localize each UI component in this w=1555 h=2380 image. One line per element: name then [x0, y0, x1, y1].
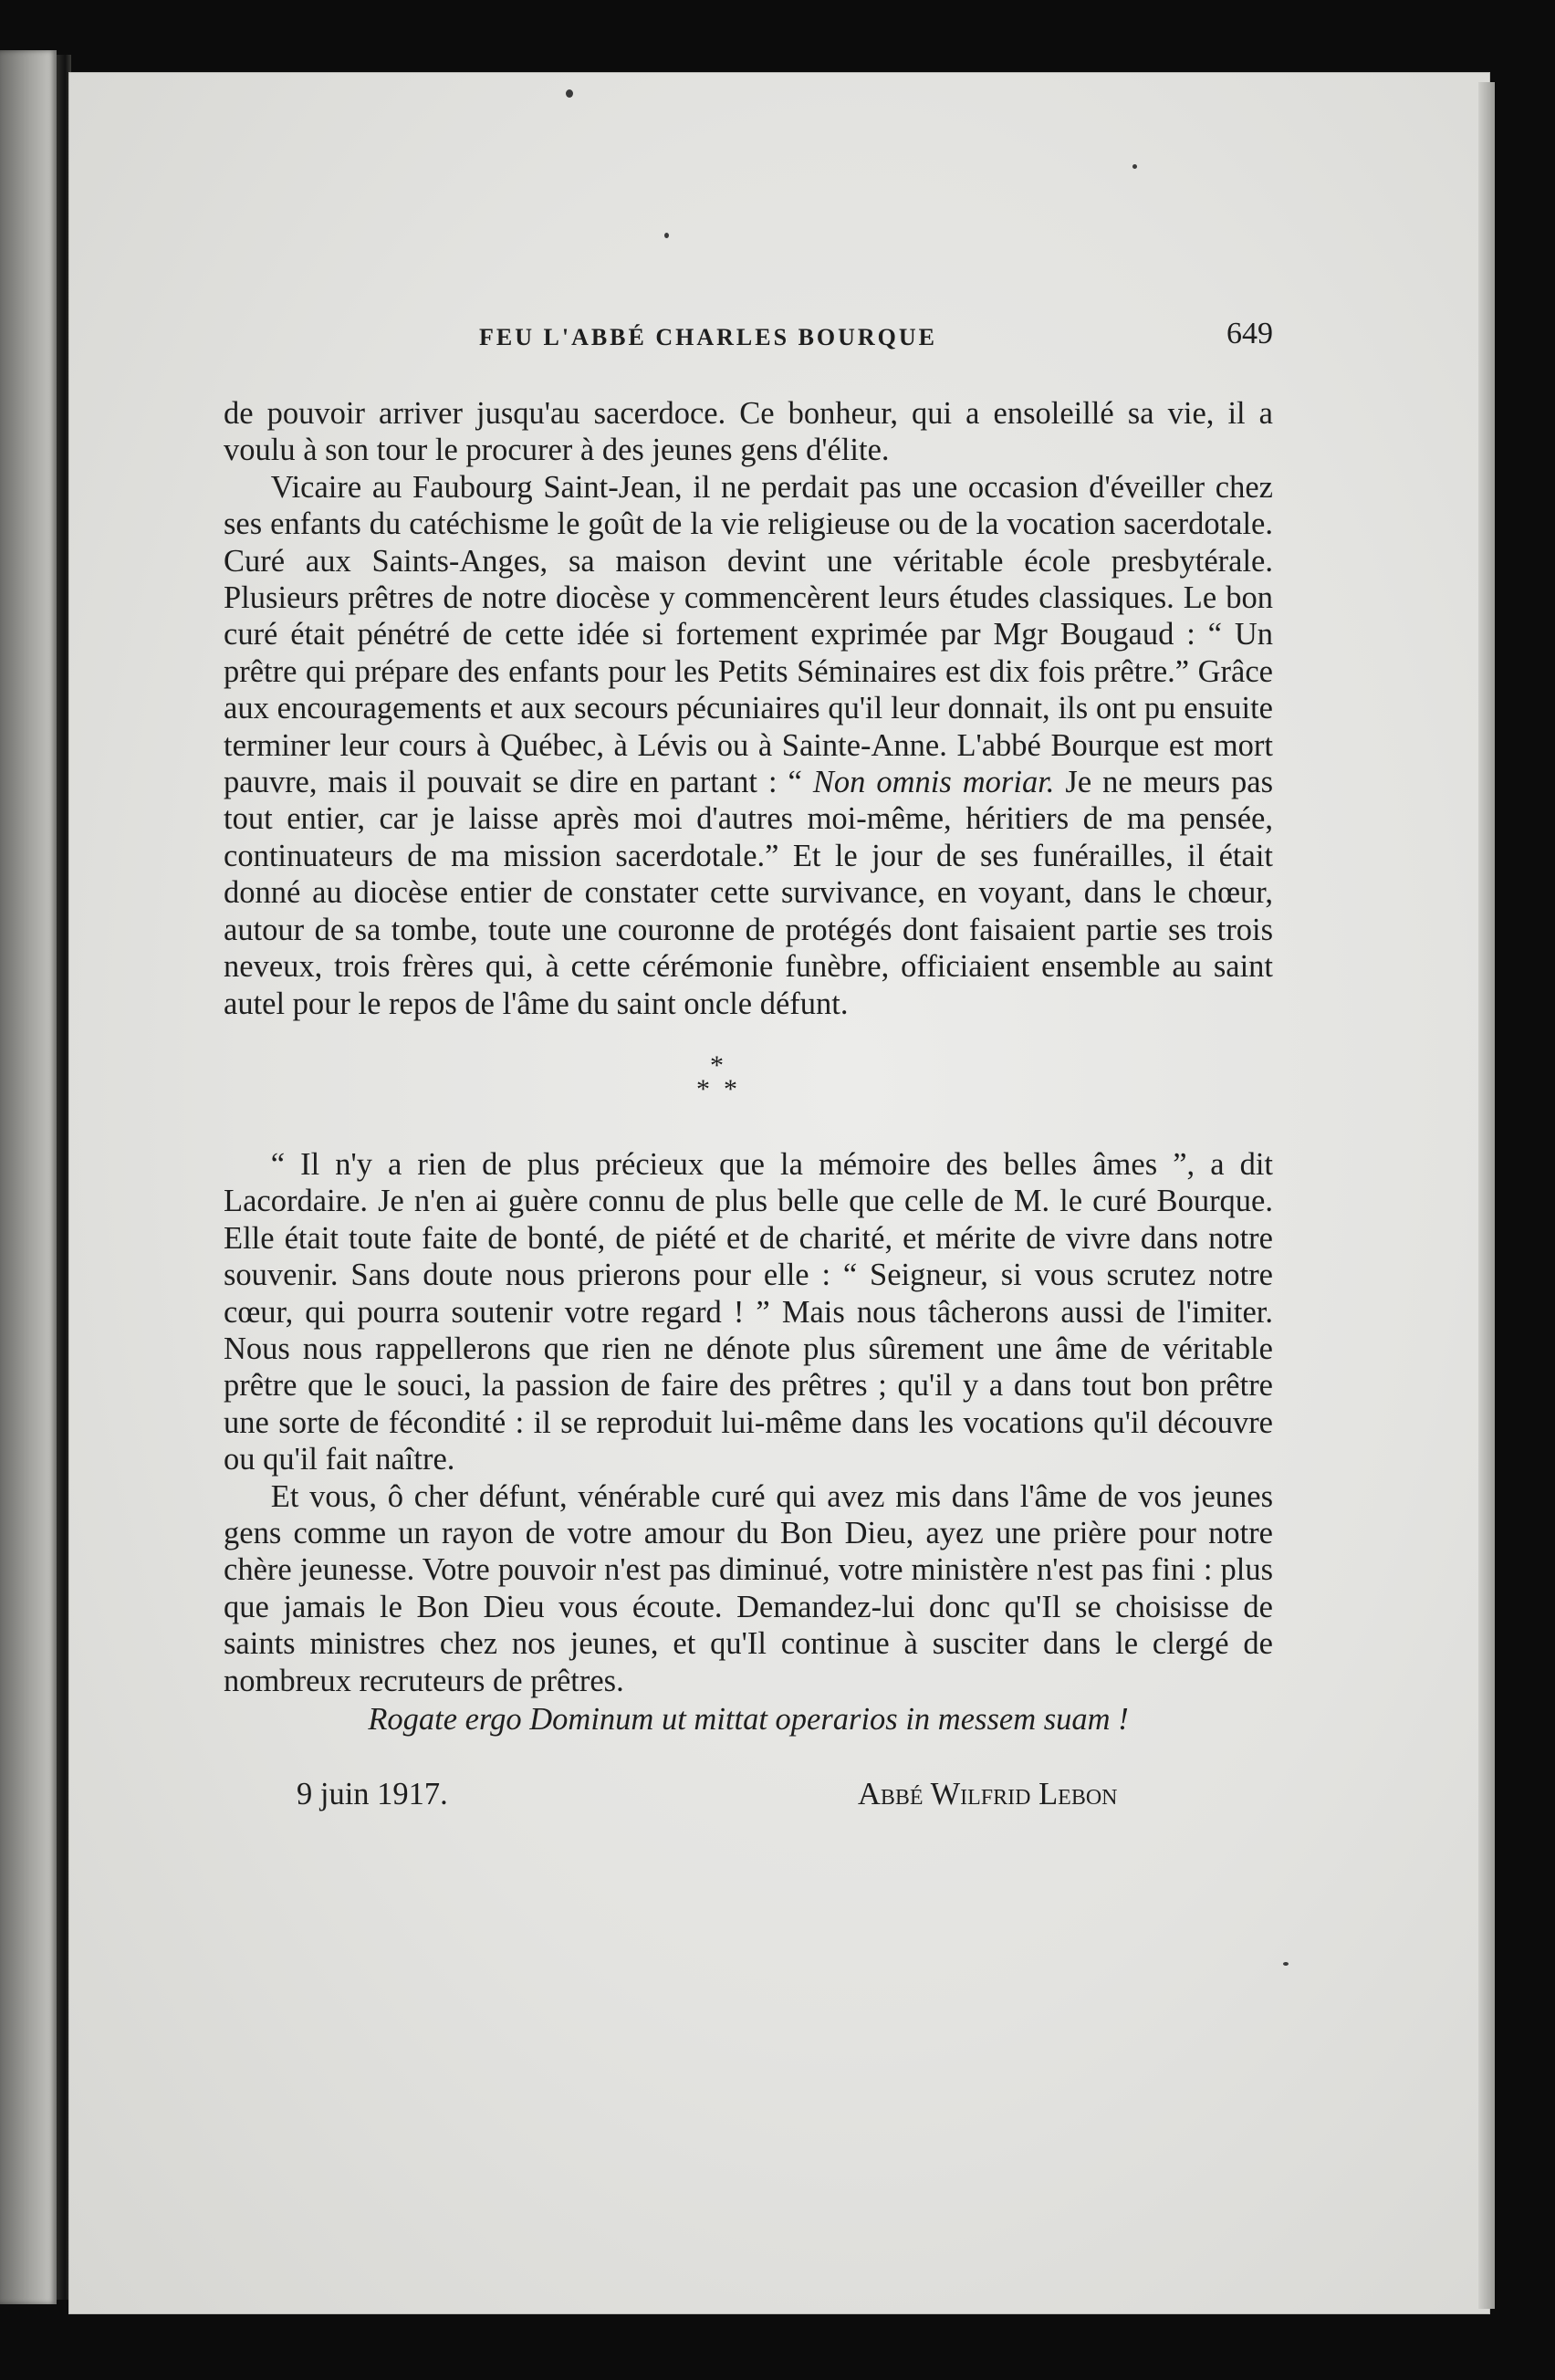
- signature-line: [224, 1776, 1273, 1816]
- ink-speck: [566, 89, 573, 98]
- latin-prayer: Rogate ergo Dominum ut mittat operarios in messem suam !: [368, 1702, 1129, 1737]
- asterism: [224, 1048, 1273, 1121]
- paragraph-memory: “ Il n'y a rien de plus précieux que la mémoire des belles âmes ”, a dit Lacordaire. Je n'en ai guère connu de plus belle que celle de M. le curé Bourque. Elle était toute faite de bonté, de piété et de charité, et mérite de vivre dans notre souvenir. Sans doute nous prierons pour elle : “ Seigneur, si vous scrutez notre cœur, qui pourra soutenir votre regard ! ” Mais nous tâcherons aussi de l'imiter. Nous nous rappellerons que rien ne dénote plus sûrement une âme de véritable prêtre que le souci, la passion de faire des prêtres ; qu'il y a dans tout bon prêtre une sorte de fécondité : il se reproduit lui-même dans les vocations qu'il découvre ou qu'il fait naître.: [224, 1146, 1273, 1477]
- running-title: FEU L'ABBÉ CHARLES BOURQUE: [479, 324, 938, 350]
- ink-speck: [1132, 164, 1137, 169]
- previous-page-edge: [0, 50, 57, 2304]
- page-number: 649: [1226, 317, 1273, 350]
- signature-author: Abbé Wilfrid Lebon: [858, 1777, 1118, 1812]
- asterism-star: *: [710, 1049, 724, 1080]
- ink-speck: [1283, 1962, 1289, 1966]
- paragraph-address: Et vous, ô cher défunt, vénérable curé qui avez mis dans l'âme de vos jeunes gens comme un rayon de votre amour du Bon Dieu, ayez une prière pour notre chère jeunesse. Votre pouvoir n'est pas diminué, votre ministère n'est pas fini : plus que jamais le Bon Dieu vous écoute. Demandez-lui donc qu'Il se choisisse de saints ministres chez nos jeunes, et qu'Il continue à susciter dans le clergé de nombreux recruteurs de prêtres.: [224, 1478, 1273, 1698]
- paragraph-text: Je ne meurs pas tout entier, car je laisse après moi d'autres moi-même, héritiers de ma pensée, continuateurs de ma mission sacerdotale.” Et le jour de ses funérailles, il était donné au diocèse entier de constater cette survivance, en voyant, dans le chœur, autour de sa tombe, toute une couronne de protégés dont faisaient partie ses trois neveux, trois frères qui, à cette cérémonie funèbre, officiaient ensemble au saint autel pour le repos de l'âme du saint oncle défunt.: [224, 765, 1273, 1021]
- asterism-star: *: [724, 1073, 737, 1104]
- asterism-star: *: [696, 1073, 710, 1104]
- ink-speck: [664, 233, 669, 238]
- latin-quote: Non omnis moriar.: [812, 765, 1055, 800]
- running-head: [224, 319, 1273, 356]
- paragraph-vocation: [224, 469, 1273, 1022]
- paragraph-text: Vicaire au Faubourg Saint-Jean, il ne perdait pas une occasion d'éveiller chez ses enfants du catéchisme le goût de la vie religieuse ou de la vocation sacerdotale. Curé aux Saints-Anges, sa maison devint une véritable école presbytérale. Plusieurs prêtres de notre diocèse y commencèrent leurs études classiques. Le bon curé était pénétré de cette idée si fortement exprimée par Mgr Bougaud : “ Un prêtre qui prépare des enfants pour les Petits Séminaires est dix fois prêtre.” Grâce aux encouragements et aux secours pécuniaires qu'il leur donnait, ils ont pu ensuite terminer leur cours à Québec, à Lévis ou à Sainte-Anne. L'abbé Bourque est mort pauvre, mais il pouvait se dire en partant : “: [224, 469, 1273, 800]
- signature-date: 9 juin 1917.: [297, 1777, 448, 1812]
- page-edge-shadow: [1478, 82, 1495, 2309]
- page-text-block: [224, 319, 1273, 1816]
- paragraph-continuation: de pouvoir arriver jusqu'au sacerdoce. Ce bonheur, qui a ensoleillé sa vie, il a voulu à son tour le procurer à des jeunes gens d'élite.: [224, 396, 1273, 468]
